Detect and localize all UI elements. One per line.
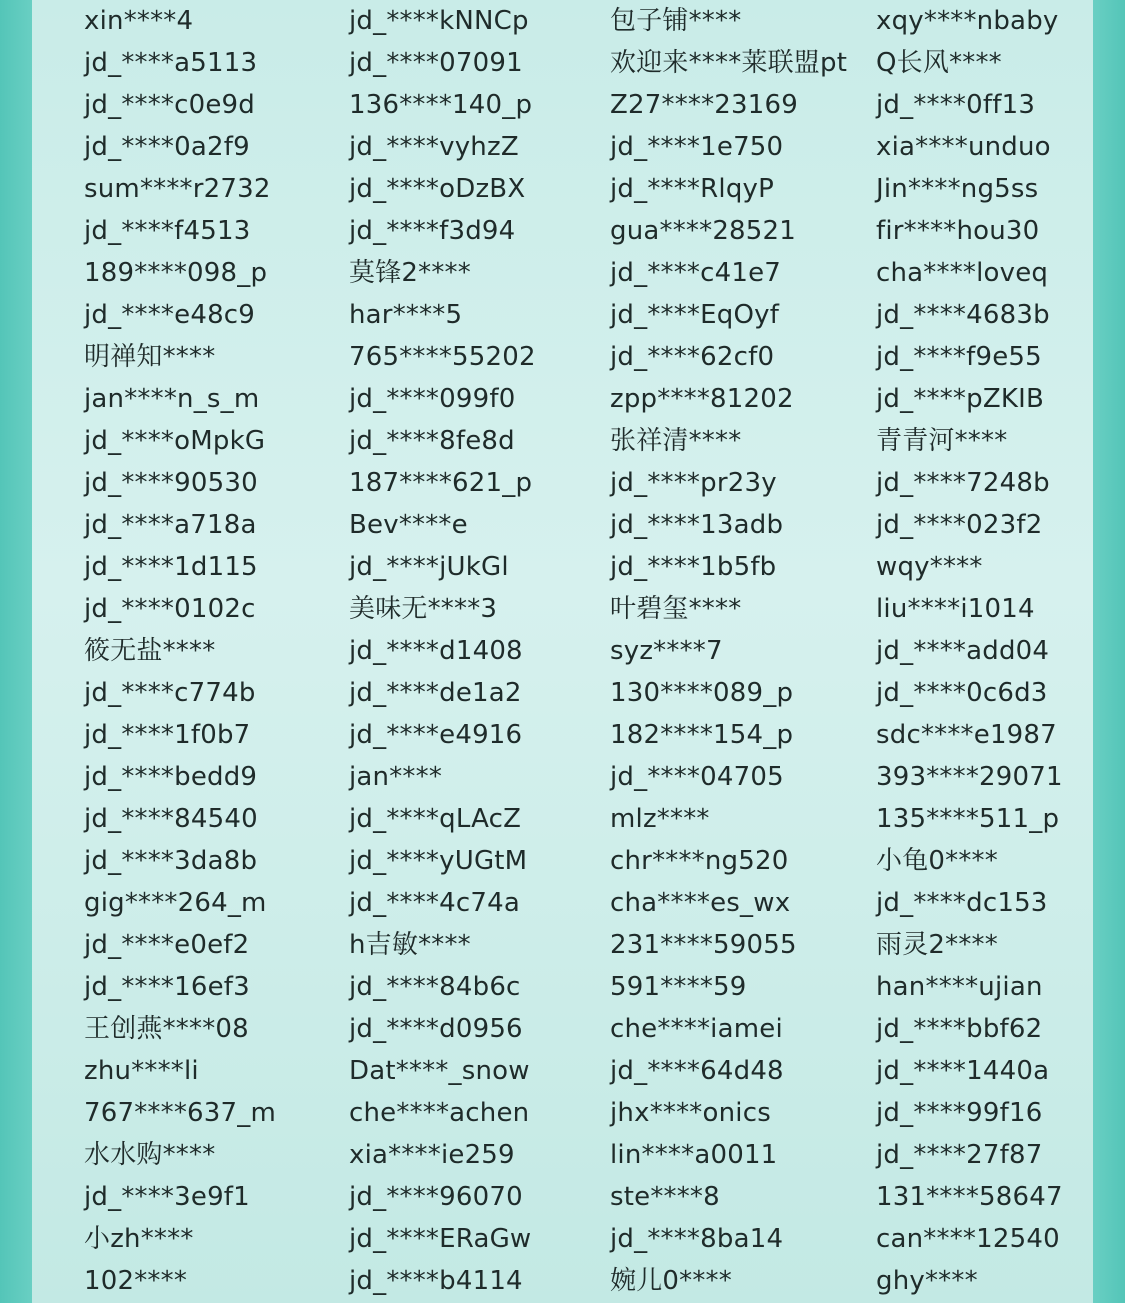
username-item: xin****4 [84,6,194,36]
username-row [32,756,1093,798]
username-item: jd_****de1a2 [349,678,522,708]
username-item: xia****ie259 [349,1140,515,1170]
username-item: Bev****e [349,510,468,540]
username-item: jd_****oDzBX [349,174,526,204]
username-item: 雨灵2**** [876,930,998,960]
username-row [32,0,1093,42]
username-item: 182****154_p [610,720,794,750]
username-item: 筱无盐**** [84,636,216,666]
username-item: jd_****add04 [876,636,1050,666]
username-row [32,798,1093,840]
username-item: jd_****qLAcZ [349,804,522,834]
username-item: mlz**** [610,804,710,834]
username-item: jd_****27f87 [876,1140,1043,1170]
username-item: 明禅知**** [84,342,216,372]
username-item: 130****089_p [610,678,794,708]
username-item: jd_****64d48 [610,1056,784,1086]
username-row [32,630,1093,672]
username-item: 王创燕****08 [84,1014,249,1044]
username-item: jd_****0102c [84,594,256,624]
username-item: jd_****e0ef2 [84,930,250,960]
username-item: 231****59055 [610,930,797,960]
username-item: jd_****kNNCp [349,6,529,36]
username-item: jd_****099f0 [349,384,516,414]
username-item: 135****511_p [876,804,1060,834]
username-row [32,252,1093,294]
username-item: jd_****7248b [876,468,1050,498]
username-item: jd_****62cf0 [610,342,775,372]
username-item: jd_****0c6d3 [876,678,1048,708]
username-item: 767****637_m [84,1098,276,1128]
username-item: 张祥清**** [610,426,742,456]
username-item: jd_****c0e9d [84,90,256,120]
username-item: jd_****EqOyf [610,300,780,330]
username-item: che****achen [349,1098,530,1128]
username-grid [32,0,1093,1303]
username-item: can****12540 [876,1224,1060,1254]
username-item: che****iamei [610,1014,783,1044]
username-item: zhu****li [84,1056,199,1086]
username-item: jd_****4683b [876,300,1050,330]
username-item: lin****a0011 [610,1140,778,1170]
username-item: jd_****c774b [84,678,256,708]
username-item: gua****28521 [610,216,797,246]
username-item: jd_****f9e55 [876,342,1042,372]
username-item: han****ujian [876,972,1043,1002]
username-item: 393****29071 [876,762,1063,792]
username-item: jd_****1440a [876,1056,1050,1086]
username-item: jd_****1e750 [610,132,784,162]
username-item: jd_****023f2 [876,510,1043,540]
username-item: Q长风**** [876,48,1002,78]
username-row [32,462,1093,504]
username-item: syz****7 [610,636,723,666]
username-item: jd_****pr23y [610,468,777,498]
username-item: zpp****81202 [610,384,794,414]
username-row [32,126,1093,168]
username-item: jd_****04705 [610,762,784,792]
username-item: jd_****RlqyP [610,174,774,204]
username-item: Jin****ng5ss [876,174,1039,204]
username-row [32,1050,1093,1092]
username-row [32,882,1093,924]
username-item: Z27****23169 [610,90,799,120]
username-item: jd_****oMpkG [84,426,266,456]
username-item: jd_****16ef3 [84,972,250,1002]
username-item: jd_****a718a [84,510,257,540]
username-row [32,378,1093,420]
username-item: jd_****e48c9 [84,300,256,330]
username-item: 叶碧玺**** [610,594,742,624]
username-row [32,420,1093,462]
username-row [32,1008,1093,1050]
username-item: sdc****e1987 [876,720,1057,750]
username-item: jan****n_s_m [84,384,260,414]
username-item: 102**** [84,1266,188,1296]
username-item: jd_****99f16 [876,1098,1043,1128]
username-row [32,504,1093,546]
username-item: jd_****bedd9 [84,762,258,792]
username-item: 水水购**** [84,1140,216,1170]
username-row [32,1134,1093,1176]
username-row [32,588,1093,630]
username-item: jd_****pZKIB [876,384,1044,414]
username-item: jd_****f4513 [84,216,251,246]
username-item: jd_****13adb [610,510,784,540]
username-row [32,714,1093,756]
username-item: jd_****84b6c [349,972,521,1002]
username-item: xia****unduo [876,132,1051,162]
username-item: jd_****8fe8d [349,426,515,456]
username-row [32,84,1093,126]
username-item: jd_****jUkGl [349,552,509,582]
username-item: jd_****1f0b7 [84,720,251,750]
username-item: jd_****07091 [349,48,523,78]
username-item: jd_****dc153 [876,888,1048,918]
username-item: fir****hou30 [876,216,1040,246]
username-item: 131****58647 [876,1182,1063,1212]
username-row [32,1092,1093,1134]
username-item: liu****i1014 [876,594,1035,624]
username-item: xqy****nbaby [876,6,1059,36]
username-row [32,1218,1093,1260]
username-item: jan**** [349,762,443,792]
username-item: ste****8 [610,1182,720,1212]
username-item: 765****55202 [349,342,536,372]
username-item: 婉儿0**** [610,1266,732,1296]
username-item: 欢迎来****莱联盟pt [610,48,848,78]
username-item: 小zh**** [84,1224,194,1254]
username-item: jd_****3da8b [84,846,258,876]
username-item: 136****140_p [349,90,533,120]
username-item: 591****59 [610,972,747,1002]
username-row [32,1260,1093,1302]
username-item: jd_****4c74a [349,888,520,918]
username-item: gig****264_m [84,888,267,918]
username-item: jd_****d1408 [349,636,523,666]
username-row [32,672,1093,714]
username-row [32,966,1093,1008]
username-item: jd_****1d115 [84,552,258,582]
username-item: jd_****a5113 [84,48,258,78]
username-item: jd_****c41e7 [610,258,782,288]
username-item: sum****r2732 [84,174,271,204]
username-item: jd_****1b5fb [610,552,777,582]
username-item: jd_****bbf62 [876,1014,1043,1044]
username-item: chr****ng520 [610,846,789,876]
username-item: 189****098_p [84,258,268,288]
username-list-panel [32,0,1093,1303]
username-item: jd_****0a2f9 [84,132,250,162]
username-item: cha****loveq [876,258,1049,288]
username-item: jd_****90530 [84,468,258,498]
username-row [32,840,1093,882]
username-item: jhx****onics [610,1098,771,1128]
username-item: jd_****96070 [349,1182,523,1212]
username-item: ghy**** [876,1266,978,1296]
username-row [32,294,1093,336]
username-item: jd_****0ff13 [876,90,1036,120]
username-item: jd_****yUGtM [349,846,528,876]
username-item: jd_****3e9f1 [84,1182,250,1212]
username-row [32,1176,1093,1218]
username-row [32,336,1093,378]
username-item: 包子铺**** [610,6,742,36]
username-row [32,210,1093,252]
username-item: 莫锋2**** [349,258,471,288]
username-row [32,168,1093,210]
username-item: wqy**** [876,552,983,582]
username-item: jd_****d0956 [349,1014,523,1044]
username-item: jd_****e4916 [349,720,523,750]
username-item: 187****621_p [349,468,533,498]
username-item: jd_****f3d94 [349,216,516,246]
username-item: 小龟0**** [876,846,998,876]
username-item: har****5 [349,300,463,330]
username-item: jd_****vyhzZ [349,132,519,162]
username-item: h吉敏**** [349,930,471,960]
username-row [32,42,1093,84]
username-item: cha****es_wx [610,888,791,918]
username-item: jd_****b4114 [349,1266,523,1296]
username-item: jd_****84540 [84,804,258,834]
username-item: 青青河**** [876,426,1008,456]
username-row [32,546,1093,588]
username-item: jd_****ERaGw [349,1224,532,1254]
username-item: jd_****8ba14 [610,1224,784,1254]
username-item: Dat****_snow [349,1056,530,1086]
username-item: 美味无****3 [349,594,498,624]
username-row [32,924,1093,966]
